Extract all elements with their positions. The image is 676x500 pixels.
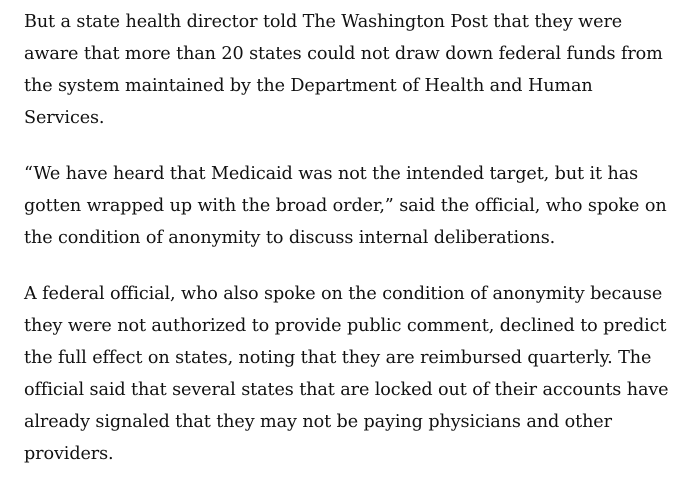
article-body: [24, 6, 672, 494]
article-paragraph-1: But a state health director told The Washington Post that they were aware that more than 20 states could not draw down federal funds from the system maintained by the Department of Health and Human Services.: [24, 12, 663, 128]
article-paragraph-2: “We have heard that Medicaid was not the intended target, but it has gotten wrapped up with the broad order,” said the official, who spoke on the condition of anonymity to discuss internal deliberations.: [24, 164, 667, 248]
article-paragraph-3: A federal official, who also spoke on the condition of anonymity because they were not authorized to provide public comment, declined to predict the full effect on states, noting that they are reimbursed quarterly. The official said that several states that are locked out of their accounts have already signaled that they may not be paying physicians and other providers.: [24, 284, 669, 464]
